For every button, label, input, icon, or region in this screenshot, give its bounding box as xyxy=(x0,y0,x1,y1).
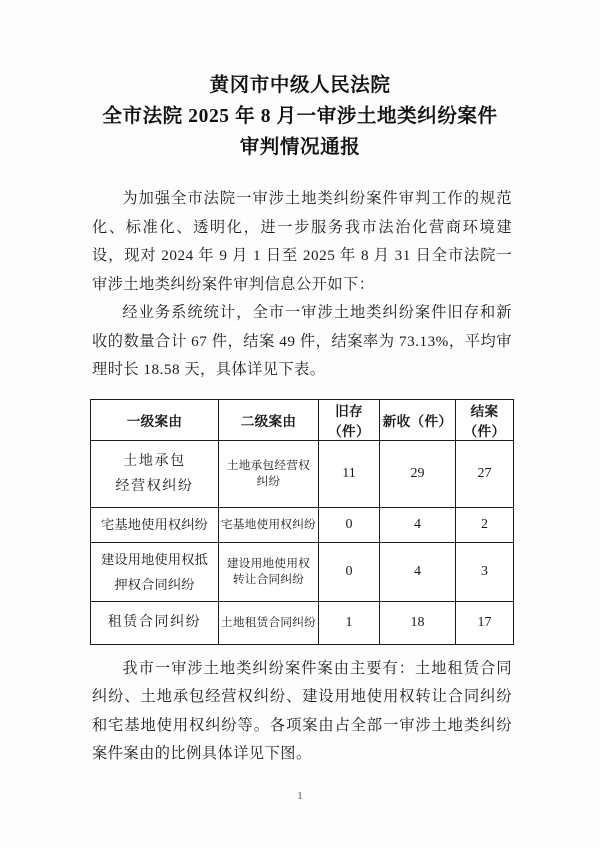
document-title xyxy=(0,0,600,163)
case-table-container xyxy=(0,399,600,645)
document-body xyxy=(0,185,600,385)
cell-old-count: 1 xyxy=(319,601,380,644)
paragraph-summary: 我市一审涉土地类纠纷案件案由主要有：土地租赁合同纠纷、土地承包经营权纠纷、建设用地使用权转让合同纠纷和宅基地使用权纠纷等。各项案由占全部一审涉土地类纠纷案件案由的比例具体详见下图。 xyxy=(92,659,512,762)
table-row xyxy=(91,507,514,542)
cell-closed-count: 3 xyxy=(456,542,514,601)
cell-new-count: 4 xyxy=(380,542,456,601)
table-row xyxy=(91,440,514,507)
title-line-2: 全市法院 2025 年 8 月一审涉土地类纠纷案件 xyxy=(102,106,498,127)
table-row xyxy=(91,601,514,644)
cell-level2 xyxy=(219,440,319,507)
column-header-level1: 一级案由 xyxy=(91,399,219,440)
cell-old-count: 0 xyxy=(319,542,380,601)
cell-level1 xyxy=(91,507,219,542)
column-header-level2: 二级案由 xyxy=(219,399,319,440)
cell-closed-count: 27 xyxy=(456,440,514,507)
table-row xyxy=(91,542,514,601)
cell-level1-line1: 土地承包 xyxy=(123,453,186,469)
column-header-closed: 结案（件） xyxy=(456,399,514,440)
cell-level2-line1: 土地承包经营权 xyxy=(226,458,311,472)
cell-new-count: 18 xyxy=(380,601,456,644)
column-header-old: 旧存（件） xyxy=(319,399,380,440)
column-header-new: 新收（件） xyxy=(380,399,456,440)
table-header-row xyxy=(91,399,514,440)
cell-level2-line2: 转让合同纠纷 xyxy=(232,572,305,586)
cell-level1 xyxy=(91,601,219,644)
cell-level1 xyxy=(91,440,219,507)
paragraph-intro: 为加强全市法院一审涉土地类纠纷案件审判工作的规范化、标准化、透明化，进一步服务我市法治化营商环境建设，现对 2024 年 9 月 1 日至 2025 年 8 月 31 日全市法院一审涉土地类纠纷案件审判信息公开如下： xyxy=(92,190,512,293)
cell-level2 xyxy=(219,601,319,644)
cell-level2-line1: 建设用地使用权 xyxy=(226,556,311,570)
paragraph-statistics: 经业务系统统计，全市一审涉土地类纠纷案件旧存和新收的数量合计 67 件，结案 49 件，结案率为 73.13%，平均审理时长 18.58 天，具体详见下表。 xyxy=(92,304,512,378)
cell-level1-line2: 押权合同纠纷 xyxy=(114,576,195,592)
cell-level2-line1: 土地租赁合同纠纷 xyxy=(220,615,317,629)
cell-closed-count: 17 xyxy=(456,601,514,644)
cell-old-count: 11 xyxy=(319,440,380,507)
cell-level2-line2: 纠纷 xyxy=(256,474,281,488)
title-line-3: 审判情况通报 xyxy=(239,137,361,158)
document-body-footer-text xyxy=(0,655,600,769)
cell-new-count: 29 xyxy=(380,440,456,507)
cell-level1-line1: 建设用地使用权抵 xyxy=(100,551,209,567)
case-statistics-table xyxy=(90,399,514,645)
cell-level2 xyxy=(219,542,319,601)
cell-level1 xyxy=(91,542,219,601)
page-number: 1 xyxy=(297,790,303,802)
title-line-1: 黄冈市中级人民法院 xyxy=(209,75,391,96)
cell-level2 xyxy=(219,507,319,542)
cell-level1-line1: 宅基地使用权纠纷 xyxy=(100,517,209,532)
cell-old-count: 0 xyxy=(319,507,380,542)
cell-level1-line2: 经营权纠纷 xyxy=(115,478,194,494)
cell-closed-count: 2 xyxy=(456,507,514,542)
cell-new-count: 4 xyxy=(380,507,456,542)
cell-level1-line1: 租赁合同纠纷 xyxy=(107,615,202,630)
cell-level2-line1: 宅基地使用权纠纷 xyxy=(220,517,317,531)
